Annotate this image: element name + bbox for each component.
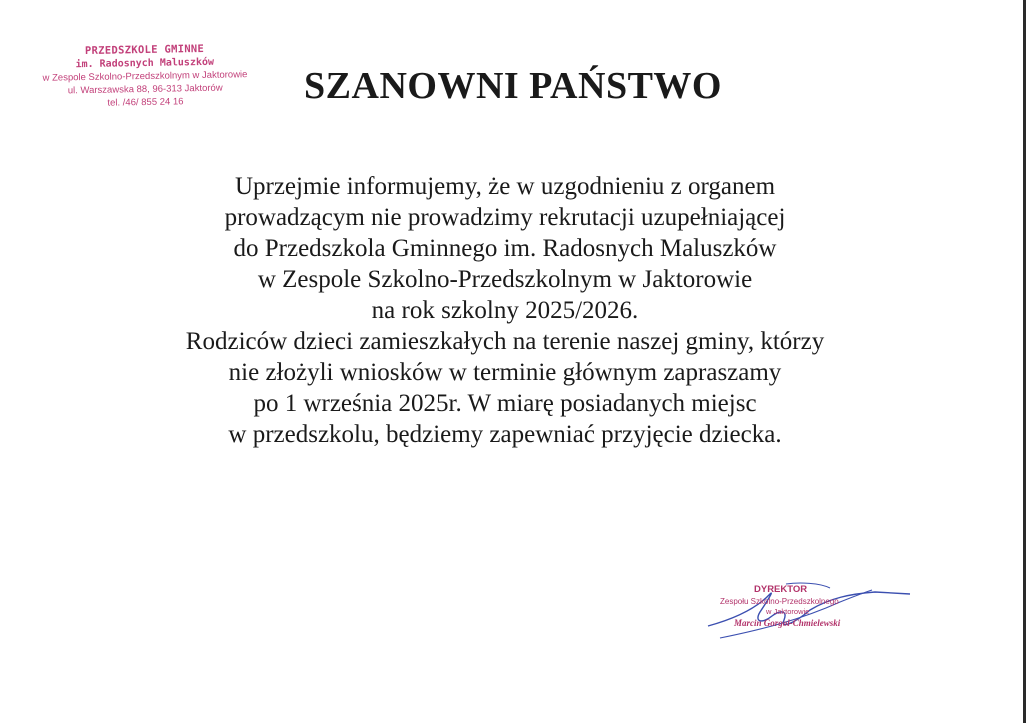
signature-title: DYREKTOR <box>754 584 808 595</box>
signature-institution: Zespołu Szkolno-Przedszkolnego <box>720 597 839 606</box>
signature-location: w Jaktorowie <box>766 607 810 616</box>
body-line: Rodziców dzieci zamieszkałych na terenie naszej gminy, którzy <box>185 328 825 355</box>
signature-name: Marcin Gorgol-Chmielewski <box>734 618 841 628</box>
stamp-line-phone: tel. /46/ 855 24 16 <box>107 96 184 109</box>
stamp-line-school: w Zespole Szkolno-Przedszkolnym w Jaktorowie <box>42 69 248 84</box>
page-title <box>0 64 1026 108</box>
body-line: Uprzejmie informujemy, że w uzgodnieniu z organem <box>234 173 776 200</box>
announcement-body <box>0 171 1010 450</box>
body-line: prowadzącym nie prowadzimy rekrutacji uzupełniającej <box>224 204 786 231</box>
body-line: w Zespole Szkolno-Przedszkolnym w Jaktorowie <box>257 266 753 293</box>
stamp-line-name: PRZEDSZKOLE GMINNE <box>84 42 205 58</box>
body-line: w przedszkolu, będziemy zapewniać przyjęcie dziecka. <box>228 421 782 448</box>
stamp-line-patron: im. Radosnych Maluszków <box>75 56 215 71</box>
body-line: do Przedszkola Gminnego im. Radosnych Maluszków <box>233 235 777 262</box>
body-line: po 1 września 2025r. W miarę posiadanych miejsc <box>253 390 757 417</box>
body-line: na rok szkolny 2025/2026. <box>371 297 639 324</box>
director-signature-stamp <box>700 580 915 650</box>
stamp-line-address: ul. Warszawska 88, 96-313 Jaktorów <box>67 82 223 97</box>
title-text: SZANOWNI PAŃSTWO <box>304 65 722 107</box>
body-line: nie złożyli wniosków w terminie głównym zapraszamy <box>228 359 782 386</box>
